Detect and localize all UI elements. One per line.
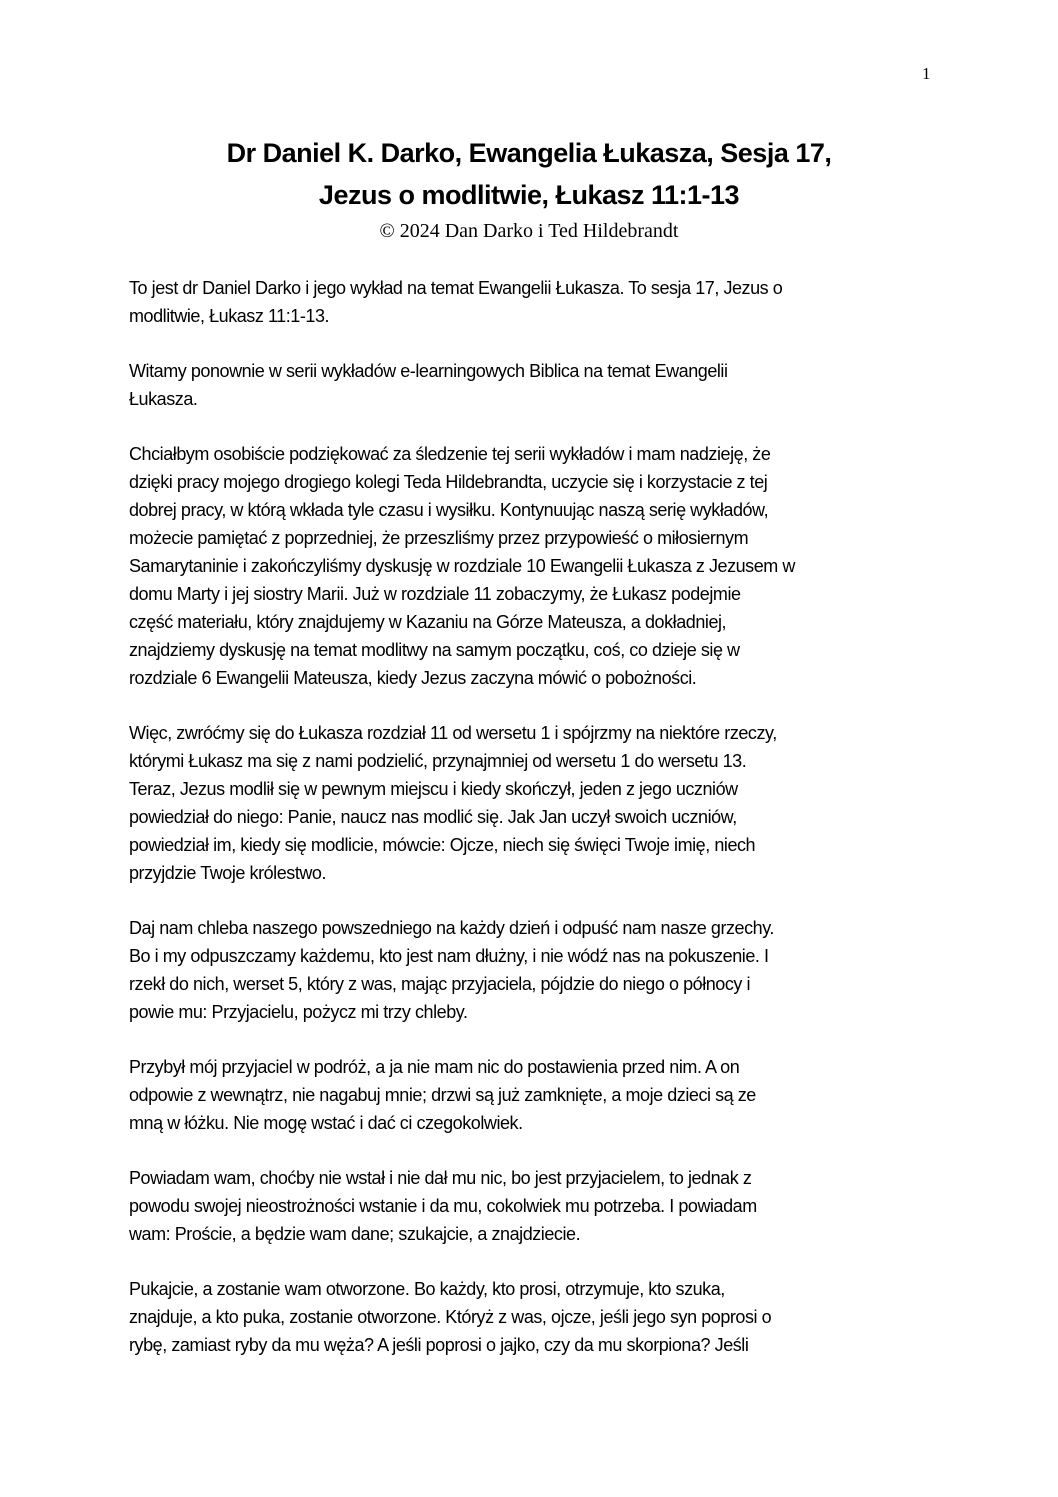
paragraph (129, 440, 949, 692)
text-line: dzięki pracy mojego drogiego kolegi Teda Hildebrandta, uczycie się i korzystacie z tej (129, 472, 768, 492)
text-line: Powiadam wam, choćby nie wstał i nie dał mu nic, bo jest przyjacielem, to jednak z (129, 1168, 752, 1188)
text-line: Chciałbym osobiście podziękować za śledzenie tej serii wykładów i mam nadzieję, że (129, 444, 771, 464)
text-line: Przybył mój przyjaciel w podróż, a ja nie mam nic do postawienia przed nim. A on (129, 1057, 740, 1077)
paragraph (129, 914, 949, 1026)
text-line: część materiału, który znajdujemy w Kazaniu na Górze Mateusza, a dokładniej, (129, 612, 727, 632)
text-line: dobrej pracy, w którą wkłada tyle czasu i wysiłku. Kontynuując naszą serię wykładów, (129, 500, 769, 520)
text-line: powodu swojej nieostrożności wstanie i da mu, cokolwiek mu potrzeba. I powiadam (129, 1196, 757, 1216)
text-line: możecie pamiętać z poprzedniej, że przeszliśmy przez przypowieść o miłosiernym (129, 528, 749, 548)
text-line: powiedział do niego: Panie, naucz nas modlić się. Jak Jan uczył swoich uczniów, (129, 807, 737, 827)
text-line: znajdziemy dyskusję na temat modlitwy na samym początku, coś, co dzieje się w (129, 640, 740, 660)
paragraph (129, 274, 949, 330)
text-line: mną w łóżku. Nie mogę wstać i dać ci czegokolwiek. (129, 1113, 523, 1133)
text-line: rzekł do nich, werset 5, który z was, mając przyjaciela, pójdzie do niego o północy i (129, 974, 751, 994)
text-line: znajduje, a kto puka, zostanie otworzone. Któryż z was, ojcze, jeśli jego syn poprosi o (129, 1307, 772, 1327)
text-line: Bo i my odpuszczamy każdemu, kto jest nam dłużny, i nie wódź nas na pokuszenie. I (129, 946, 769, 966)
text-line: wam: Proście, a będzie wam dane; szukajcie, a znajdziecie. (129, 1224, 581, 1244)
title-line: Dr Daniel K. Darko, Ewangelia Łukasza, Sesja 17, (226, 138, 832, 168)
paragraph (129, 1164, 949, 1248)
paragraph (129, 1053, 949, 1137)
text-line: powiedział im, kiedy się modlicie, mówcie: Ojcze, niech się święci Twoje imię, niech (129, 835, 756, 855)
text-line: Pukajcie, a zostanie wam otworzone. Bo każdy, kto prosi, otrzymuje, kto szuka, (129, 1279, 725, 1299)
text-line: Witamy ponownie w serii wykładów e-learningowych Biblica na temat Ewangelii (129, 361, 728, 381)
text-line: Więc, zwróćmy się do Łukasza rozdział 11 od wersetu 1 i spójrzmy na niektóre rzeczy, (129, 723, 777, 743)
text-line: odpowie z wewnątrz, nie nagabuj mnie; drzwi są już zamknięte, a moje dzieci są ze (129, 1085, 756, 1105)
text-line: rozdziale 6 Ewangelii Mateusza, kiedy Jezus zaczyna mówić o pobożności. (129, 668, 697, 688)
document-title (0, 132, 1058, 216)
text-line: Teraz, Jezus modlił się w pewnym miejscu i kiedy skończył, jeden z jego uczniów (129, 779, 738, 799)
text-line: przyjdzie Twoje królestwo. (129, 863, 327, 883)
document-body (129, 274, 949, 1386)
text-line: To jest dr Daniel Darko i jego wykład na temat Ewangelii Łukasza. To sesja 17, Jezus o (129, 278, 783, 298)
title-line: Jezus o modlitwie, Łukasz 11:1-13 (318, 180, 740, 210)
text-line: domu Marty i jej siostry Marii. Już w rozdziale 11 zobaczymy, że Łukasz podejmie (129, 584, 741, 604)
paragraph (129, 1275, 949, 1359)
text-line: Łukasza. (129, 389, 198, 409)
page-number: 1 (922, 64, 931, 83)
paragraph (129, 357, 949, 413)
paragraph (129, 719, 949, 887)
text-line: rybę, zamiast ryby da mu węża? A jeśli poprosi o jajko, czy da mu skorpiona? Jeśli (129, 1335, 749, 1355)
text-line: Daj nam chleba naszego powszedniego na każdy dzień i odpuść nam nasze grzechy. (129, 918, 774, 938)
text-line: Samarytaninie i zakończyliśmy dyskusję w rozdziale 10 Ewangelii Łukasza z Jezusem w (129, 556, 795, 576)
copyright-line: © 2024 Dan Darko i Ted Hildebrandt (379, 220, 679, 242)
text-line: którymi Łukasz ma się z nami podzielić, przynajmniej od wersetu 1 do wersetu 13. (129, 751, 747, 771)
text-line: modlitwie, Łukasz 11:1-13. (129, 306, 330, 326)
text-line: powie mu: Przyjacielu, pożycz mi trzy chleby. (129, 1002, 468, 1022)
